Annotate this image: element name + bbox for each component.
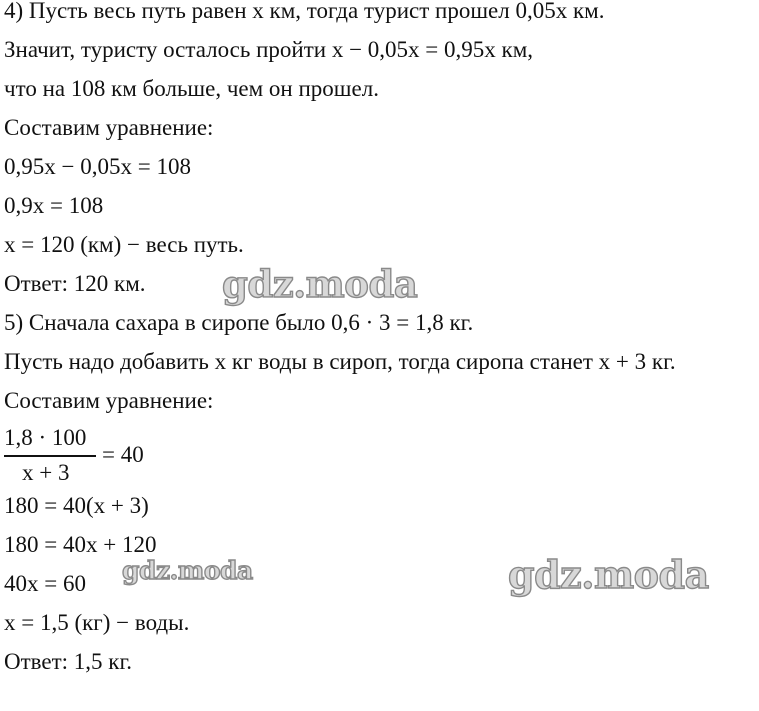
equation-line: 40x = 60 [4, 571, 86, 596]
equation-heading: Составим уравнение: [4, 388, 214, 413]
fraction-denominator: x + 3 [22, 460, 70, 485]
answer-4: Ответ: 120 км. [4, 271, 146, 296]
watermark-logo: gdz.moda [122, 556, 253, 585]
fraction-equation [4, 424, 204, 490]
watermark-logo: gdz.moda [508, 552, 709, 597]
fraction-rhs: = 40 [102, 442, 144, 467]
answer-5: Ответ: 1,5 кг. [4, 649, 133, 674]
equation-solution: x = 120 (км) − весь путь. [4, 232, 244, 257]
equation-line: 0,9x = 108 [4, 193, 104, 218]
fraction-numerator: 1,8 · 100 [4, 425, 87, 450]
equation-line: 180 = 40(x + 3) [4, 493, 149, 518]
problem-5-statement: 5) Сначала сахара в сиропе было 0,6 · 3 = 1,8 кг. [4, 310, 474, 335]
equation-line: 180 = 40x + 120 [4, 532, 157, 557]
equation-heading: Составим уравнение: [4, 115, 214, 140]
equation-solution: x = 1,5 (кг) − воды. [4, 610, 190, 635]
fraction-bar [4, 455, 96, 457]
problem-4-remaining: Значит, туристу осталось пройти x − 0,05x = 0,95x км, [4, 37, 533, 62]
problem-4-statement: 4) Пусть весь путь равен x км, тогда турист прошел 0,05x км. [4, 0, 605, 23]
watermark-logo: gdz.moda [222, 262, 418, 306]
equation-line: 0,95x − 0,05x = 108 [4, 154, 191, 179]
problem-4-condition: что на 108 км больше, чем он прошел. [4, 76, 379, 101]
problem-5-condition: Пусть надо добавить x кг воды в сироп, тогда сиропа станет x + 3 кг. [4, 349, 676, 374]
